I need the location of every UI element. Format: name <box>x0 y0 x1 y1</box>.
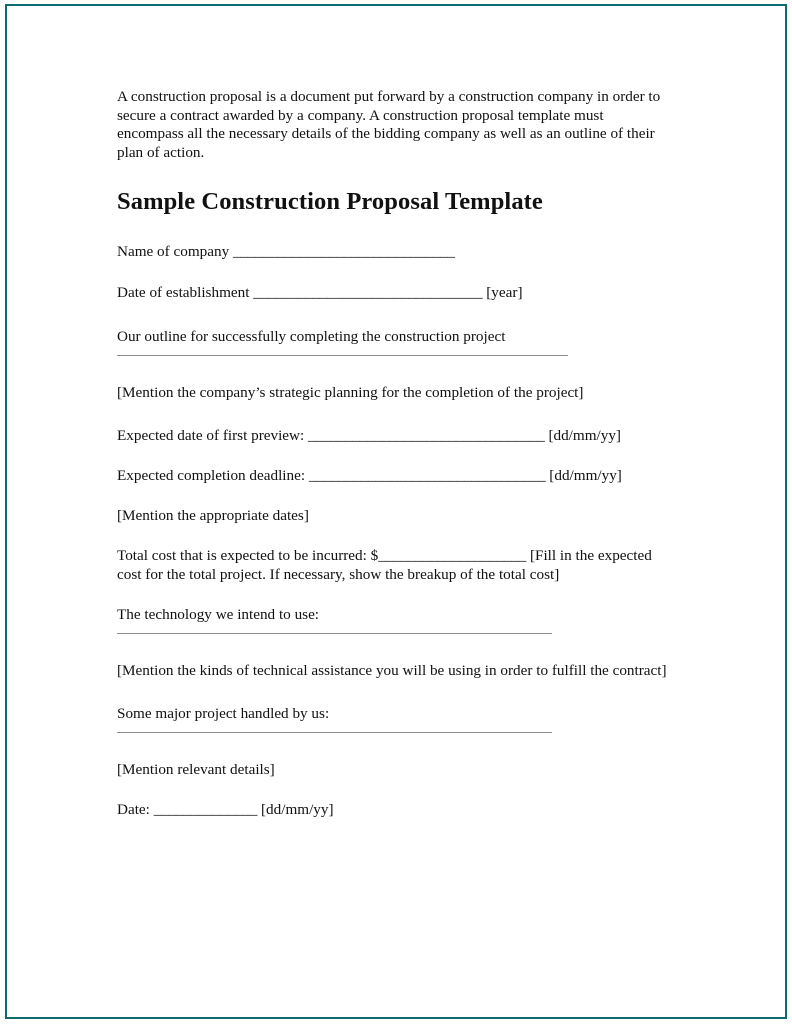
document-body <box>117 88 673 819</box>
total-cost-blank[interactable]: ____________________ <box>378 547 527 565</box>
major-projects-label: Some major project handled by us: <box>117 705 330 723</box>
completion-label: Expected completion deadline: <box>117 467 306 485</box>
field-completion-deadline <box>117 466 673 485</box>
field-total-cost <box>117 546 673 584</box>
field-company-name <box>117 242 673 261</box>
date-hint: [dd/mm/yy] <box>261 801 334 819</box>
field-signature-date <box>117 800 673 819</box>
first-preview-hint: [dd/mm/yy] <box>548 427 621 445</box>
total-cost-instruction: [Fill in the expected cost for the total project. If necessary, show the breakup of the total cost] <box>117 547 652 584</box>
completion-blank[interactable]: ________________________________ <box>308 467 546 485</box>
dates-instruction: [Mention the appropriate dates] <box>117 507 309 525</box>
major-projects-write-in-rule[interactable] <box>117 732 552 733</box>
date-label: Date: <box>117 801 150 819</box>
intro-paragraph: A construction proposal is a document put forward by a construction company in order to secure a contract awarded by a company. A construction proposal template must encompass all the necessary details of the bidding company as well as an outline of their plan of action. <box>117 88 661 161</box>
date-blank[interactable]: ______________ <box>153 801 258 819</box>
first-preview-blank[interactable]: ________________________________ <box>308 427 545 445</box>
major-projects-instruction: [Mention relevant details] <box>117 761 275 779</box>
establishment-label: Date of establishment <box>117 284 250 302</box>
technology-write-in-rule[interactable] <box>117 633 552 634</box>
page-title: Sample Construction Proposal Template <box>117 188 543 216</box>
company-name-blank[interactable]: ______________________________ <box>232 243 455 261</box>
technology-label: The technology we intend to use: <box>117 606 320 624</box>
total-cost-label: Total cost that is expected to be incurred: $ <box>117 547 379 565</box>
field-first-preview <box>117 426 673 445</box>
establishment-blank[interactable]: _______________________________ <box>253 284 483 302</box>
field-date-of-establishment <box>117 283 673 302</box>
technology-instruction: [Mention the kinds of technical assistance you will be using in order to fulfill the contract] <box>117 662 667 680</box>
first-preview-label: Expected date of first preview: <box>117 427 305 445</box>
completion-hint: [dd/mm/yy] <box>549 467 622 485</box>
outline-write-in-rule[interactable] <box>117 355 568 356</box>
outline-label: Our outline for successfully completing the construction project <box>117 328 506 346</box>
company-name-label: Name of company <box>117 243 230 261</box>
outline-instruction: [Mention the company’s strategic planning for the completion of the project] <box>117 384 584 402</box>
establishment-hint: [year] <box>486 284 523 302</box>
